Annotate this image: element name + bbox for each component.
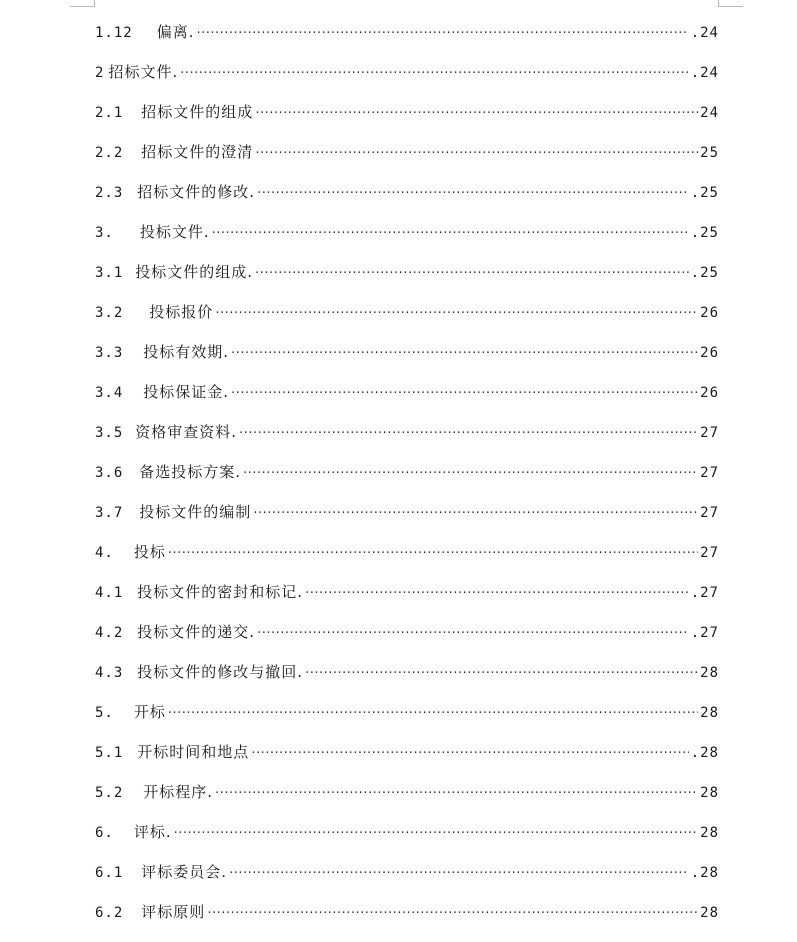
- toc-dot-leader: [305, 664, 698, 684]
- toc-entry-number: 6.1: [95, 865, 124, 881]
- toc-entry[interactable]: [95, 462, 719, 502]
- toc-dot-leader: [257, 184, 689, 204]
- toc-entry-page-number: 26: [700, 385, 719, 401]
- toc-dot-leader: [243, 464, 698, 484]
- toc-entry-title: 投标文件.: [139, 223, 210, 241]
- toc-entry[interactable]: [95, 262, 719, 302]
- toc-entry-number: 3.4: [95, 385, 124, 401]
- toc-dot-leader: [257, 624, 689, 644]
- toc-dot-leader: [212, 224, 689, 244]
- toc-entry-title: 招标文件的澄清: [141, 143, 254, 161]
- toc-entry[interactable]: [95, 742, 719, 782]
- toc-entry-title: 投标文件的修改与撤回.: [137, 663, 304, 681]
- toc-entry-number: 5.: [95, 705, 114, 721]
- toc-entry[interactable]: [95, 542, 719, 582]
- toc-dot-leader: [180, 64, 688, 84]
- toc-entry-title: 偏离.: [156, 23, 195, 41]
- toc-dot-leader: [229, 864, 689, 884]
- toc-entry-page-number: .25: [690, 225, 719, 241]
- toc-entry-page-number: 28: [700, 905, 719, 921]
- toc-entry[interactable]: [95, 382, 719, 422]
- toc-dot-leader: [168, 544, 698, 564]
- toc-entry[interactable]: [95, 862, 719, 902]
- toc-dot-leader: [253, 504, 698, 524]
- toc-entry-page-number: 27: [700, 425, 719, 441]
- toc-entry[interactable]: [95, 22, 719, 62]
- toc-entry[interactable]: [95, 222, 719, 262]
- toc-entry-number: 2: [95, 65, 105, 81]
- toc-entry-page-number: 27: [700, 505, 719, 521]
- toc-entry-number: 2.1: [95, 105, 124, 121]
- toc-dot-leader: [251, 744, 688, 764]
- toc-entry[interactable]: [95, 622, 719, 662]
- toc-dot-leader: [215, 784, 698, 804]
- toc-entry-number: 3.2: [95, 305, 124, 321]
- toc-entry-title: 资格审查资料.: [135, 423, 238, 441]
- toc-entry-title: 评标.: [133, 823, 172, 841]
- toc-entry-number: 6.: [95, 825, 114, 841]
- toc-entry[interactable]: [95, 902, 719, 942]
- toc-entry-title: 开标时间和地点: [137, 743, 250, 761]
- toc-entry-number: 3.7: [95, 505, 124, 521]
- toc-entry-number: 1.12: [95, 25, 133, 41]
- toc-entry-number: 3.3: [95, 345, 124, 361]
- toc-dot-leader: [239, 424, 698, 444]
- toc-dot-leader: [255, 104, 698, 124]
- toc-entry[interactable]: [95, 662, 719, 702]
- toc-entry-number: 4.3: [95, 665, 124, 681]
- toc-entry-title: 投标文件的编制: [139, 503, 252, 521]
- toc-dot-leader: [305, 584, 689, 604]
- toc-entry-title: 招标文件的组成: [141, 103, 254, 121]
- toc-entry-page-number: .27: [690, 625, 719, 641]
- toc-entry[interactable]: [95, 342, 719, 382]
- toc-entry-page-number: 28: [700, 705, 719, 721]
- toc-entry[interactable]: [95, 102, 719, 142]
- toc-entry-title: 开标: [133, 703, 166, 721]
- toc-entry-title: 投标文件的递交.: [137, 623, 256, 641]
- toc-entry-title: 评标原则: [141, 903, 206, 921]
- table-of-contents: [95, 22, 719, 942]
- toc-entry-title: 投标: [133, 543, 166, 561]
- toc-entry-number: 5.2: [95, 785, 124, 801]
- toc-entry-page-number: .24: [690, 65, 719, 81]
- toc-entry[interactable]: [95, 182, 719, 222]
- toc-entry-title: 招标文件.: [108, 63, 179, 81]
- toc-entry-page-number: 28: [700, 825, 719, 841]
- toc-entry-title: 投标文件的密封和标记.: [137, 583, 304, 601]
- toc-entry[interactable]: [95, 822, 719, 862]
- toc-entry-title: 备选投标方案.: [139, 463, 242, 481]
- toc-entry-page-number: 28: [700, 665, 719, 681]
- toc-dot-leader: [174, 824, 699, 844]
- toc-entry-page-number: 24: [700, 105, 719, 121]
- toc-dot-leader: [207, 904, 698, 924]
- toc-entry-page-number: 26: [700, 345, 719, 361]
- toc-dot-leader: [231, 344, 698, 364]
- toc-entry[interactable]: [95, 502, 719, 542]
- toc-entry-number: 2.2: [95, 145, 124, 161]
- toc-entry[interactable]: [95, 702, 719, 742]
- toc-entry-page-number: .28: [690, 745, 719, 761]
- toc-entry[interactable]: [95, 62, 719, 102]
- toc-entry[interactable]: [95, 422, 719, 462]
- toc-entry-number: 4.2: [95, 625, 124, 641]
- toc-entry-number: 2.3: [95, 185, 124, 201]
- toc-entry-page-number: .25: [690, 185, 719, 201]
- toc-entry-page-number: 27: [700, 465, 719, 481]
- toc-entry-number: 4.1: [95, 585, 124, 601]
- toc-entry-page-number: .24: [690, 25, 719, 41]
- toc-entry-title: 招标文件的修改.: [137, 183, 256, 201]
- toc-entry-number: 5.1: [95, 745, 124, 761]
- toc-entry-page-number: .28: [690, 865, 719, 881]
- toc-entry-number: 3.6: [95, 465, 124, 481]
- toc-dot-leader: [231, 384, 698, 404]
- toc-dot-leader: [168, 704, 698, 724]
- toc-dot-leader: [197, 24, 689, 44]
- toc-entry[interactable]: [95, 302, 719, 342]
- toc-dot-leader: [215, 304, 698, 324]
- toc-entry-number: 3.1: [95, 265, 124, 281]
- toc-dot-leader: [255, 144, 698, 164]
- toc-entry-title: 投标报价: [149, 303, 214, 321]
- toc-entry-number: 3.: [95, 225, 114, 241]
- toc-entry-page-number: .27: [690, 585, 719, 601]
- crop-mark-right: [718, 0, 743, 7]
- toc-entry[interactable]: [95, 782, 719, 822]
- toc-entry[interactable]: [95, 142, 719, 182]
- toc-entry-page-number: 26: [700, 305, 719, 321]
- toc-entry-title: 投标保证金.: [143, 383, 230, 401]
- toc-entry-title: 投标文件的组成.: [135, 263, 254, 281]
- toc-entry-title: 评标委员会.: [141, 863, 228, 881]
- toc-entry-title: 投标有效期.: [143, 343, 230, 361]
- toc-entry-page-number: 25: [700, 145, 719, 161]
- toc-entry-page-number: 27: [700, 545, 719, 561]
- toc-entry-number: 4.: [95, 545, 114, 561]
- toc-dot-leader: [255, 264, 689, 284]
- toc-entry-number: 6.2: [95, 905, 124, 921]
- toc-entry-page-number: 28: [700, 785, 719, 801]
- toc-entry-page-number: .25: [690, 265, 719, 281]
- toc-entry[interactable]: [95, 582, 719, 622]
- crop-mark-left: [70, 0, 95, 7]
- toc-entry-number: 3.5: [95, 425, 124, 441]
- toc-entry-title: 开标程序.: [143, 783, 214, 801]
